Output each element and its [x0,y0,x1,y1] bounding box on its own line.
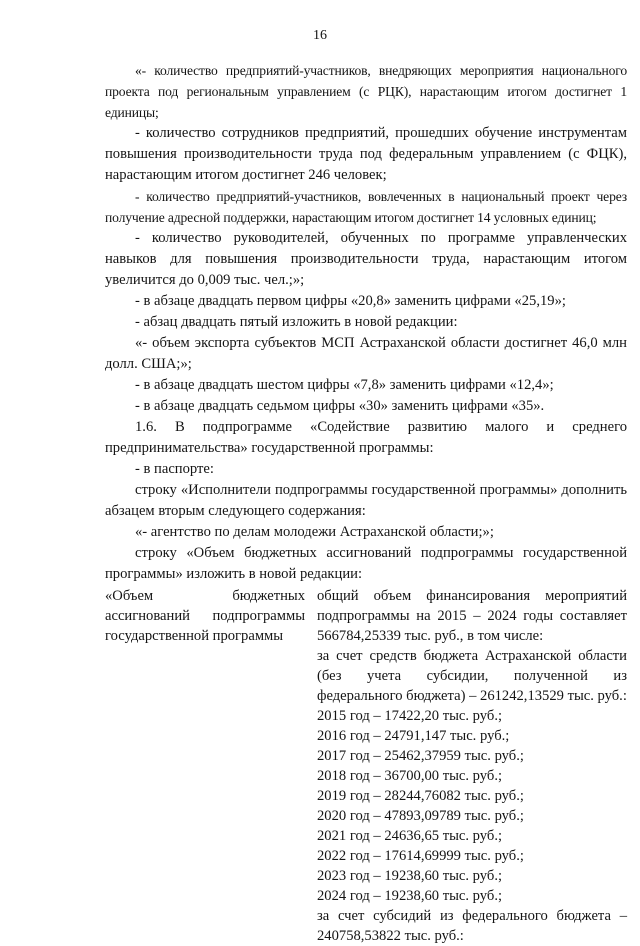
paragraph: «- агентство по делам молодежи Астраханской области;»; [135,524,494,540]
paragraph: «- объем экспорта субъектов МСП Астраханской области достигнет 46,0 млн долл. США;»; [105,335,627,372]
funding-line: за счет средств бюджета Астраханской области (без учета субсидии, полученной из федерального бюджета) – 261242,13529 тыс. руб.: [317,648,627,704]
paragraph: - количество руководителей, обученных по программе управленческих навыков для повышения производительности труда, нарастающим итогом увеличится до 0,009 тыс. чел.;»; [105,230,627,288]
table-row-label-cell [105,586,311,946]
funding-line: 2024 год – 19238,60 тыс. руб.; [317,888,503,904]
funding-line: 2020 год – 47893,09789 тыс. руб.; [317,808,524,824]
table-row-value-cell [311,586,627,946]
paragraph: «- количество предприятий-участников, внедряющих мероприятия национального проекта под региональным управлением (с РЦК), нарастающим итогом достигнет 1 единицы; [105,63,627,120]
document-body [105,60,627,946]
paragraph: 1.6. В подпрограмме «Содействие развитию малого и среднего предпринимательства» государственной программы: [105,419,627,456]
paragraph-list [105,60,627,585]
paragraph: - в абзаце двадцать шестом цифры «7,8» заменить цифрами «12,4»; [135,377,554,393]
funding-line: общий объем финансирования мероприятий подпрограммы на 2015 – 2024 годы составляет 566784,25339 тыс. руб., в том числе: [317,588,627,644]
funding-line: 2019 год – 28244,76082 тыс. руб.; [317,788,524,804]
paragraph: строку «Исполнители подпрограммы государственной программы» дополнить абзацем вторым следующего содержания: [105,482,627,519]
funding-line: 2023 год – 19238,60 тыс. руб.; [317,868,503,884]
paragraph: - в паспорте: [135,461,214,477]
page-number: 16 [313,28,327,43]
paragraph: строку «Объем бюджетных ассигнований подпрограммы государственной программы» изложить в новой редакции: [105,545,627,582]
funding-line: за счет субсидий из федерального бюджета – 240758,53822 тыс. руб.: [317,908,627,944]
funding-line: 2016 год – 24791,147 тыс. руб.; [317,728,510,744]
table-row-label: «Объем бюджетных ассигнований подпрограммы государственной программы [105,588,305,644]
table-row-values [317,586,627,946]
paragraph: - в абзаце двадцать седьмом цифры «30» заменить цифрами «35». [135,398,545,414]
paragraph: - абзац двадцать пятый изложить в новой редакции: [135,314,458,330]
funding-line: 2022 год – 17614,69999 тыс. руб.; [317,848,524,864]
funding-line: 2021 год – 24636,65 тыс. руб.; [317,828,503,844]
funding-line: 2018 год – 36700,00 тыс. руб.; [317,768,503,784]
paragraph: - в абзаце двадцать первом цифры «20,8» заменить цифрами «25,19»; [135,293,566,309]
funding-line: 2017 год – 25462,37959 тыс. руб.; [317,748,524,764]
passport-table-row [105,586,627,946]
funding-line: 2015 год – 17422,20 тыс. руб.; [317,708,503,724]
paragraph: - количество предприятий-участников, вовлеченных в национальный проект через получение адресной поддержки, нарастающим итогом достигнет 14 условных единиц; [105,189,627,225]
paragraph: - количество сотрудников предприятий, прошедших обучение инструментам повышения производительности труда под федеральным управлением (с ФЦК), нарастающим итогом достигнет 246 человек; [105,125,627,183]
